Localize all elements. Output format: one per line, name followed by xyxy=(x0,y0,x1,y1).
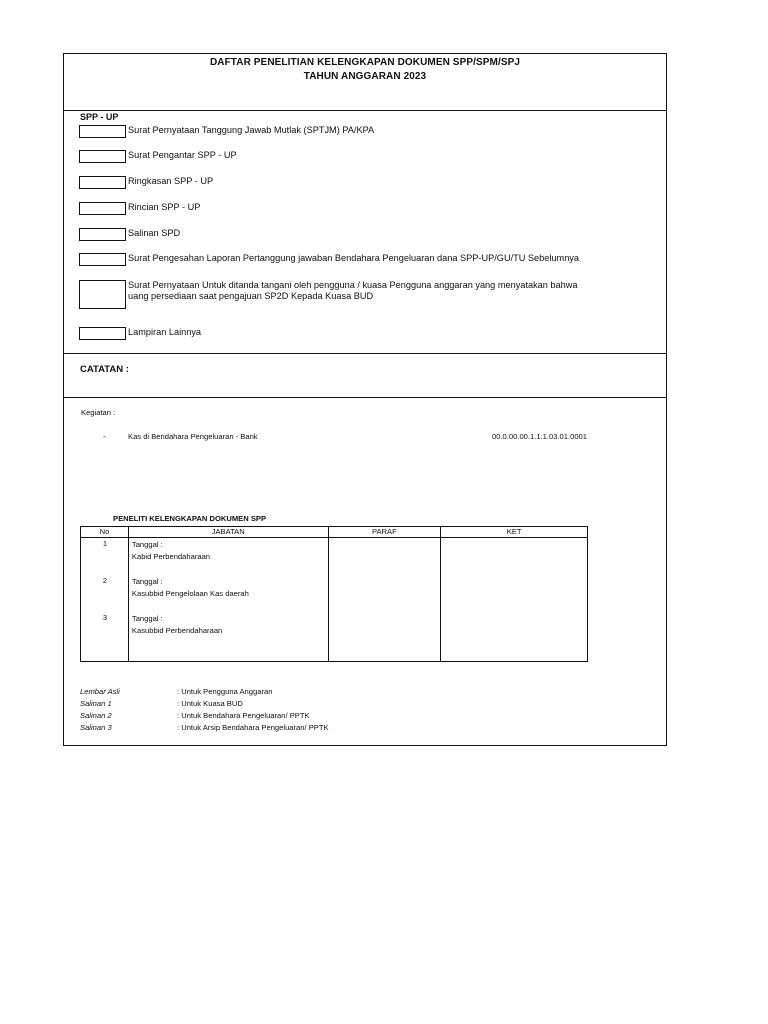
header-divider xyxy=(64,110,666,111)
checklist-item-label: Ringkasan SPP - UP xyxy=(128,176,214,186)
copy-name: Salinan 3 xyxy=(80,723,112,732)
row-number: 1 xyxy=(102,539,108,548)
kegiatan-label: Kegiatan : xyxy=(81,408,116,417)
copy-name: Salinan 1 xyxy=(80,699,112,708)
checkbox[interactable] xyxy=(79,253,126,266)
catatan-label: CATATAN : xyxy=(80,364,129,375)
copy-name: Salinan 2 xyxy=(80,711,112,720)
column-header-no: No xyxy=(81,527,129,538)
copy-purpose: : Untuk Bendahara Pengeluaran/ PPTK xyxy=(177,711,310,720)
copy-purpose: : Untuk Arsip Bendahara Pengeluaran/ PPTK xyxy=(177,723,329,732)
checkbox[interactable] xyxy=(79,125,126,138)
table-header-row xyxy=(81,527,588,538)
checklist-document xyxy=(63,53,667,746)
checkbox[interactable] xyxy=(79,202,126,215)
copy-purpose: : Untuk Kuasa BUD xyxy=(177,699,243,708)
table-row xyxy=(81,538,588,662)
column-header-paraf: PARAF xyxy=(328,527,441,538)
column-header-ket: KET xyxy=(441,527,588,538)
checkbox[interactable] xyxy=(79,150,126,163)
no-cell xyxy=(81,538,129,662)
checkbox[interactable] xyxy=(79,280,126,309)
tanggal-label: Tanggal : xyxy=(131,614,163,623)
checkbox[interactable] xyxy=(79,176,126,189)
peneliti-title: PENELITI KELENGKAPAN DOKUMEN SPP xyxy=(113,514,267,523)
section-divider xyxy=(64,353,666,354)
checklist-item-label: Surat Pernyataan Tanggung Jawab Mutlak (SPTJM) PA/KPA xyxy=(128,125,375,135)
peneliti-table xyxy=(80,526,588,662)
column-header-jabatan: JABATAN xyxy=(128,527,328,538)
checkbox[interactable] xyxy=(79,327,126,340)
spp-up-label: SPP - UP xyxy=(80,112,119,122)
row-number: 3 xyxy=(102,613,108,622)
checklist-item-label: Lampiran Lainnya xyxy=(128,327,202,337)
checklist-item-label: Salinan SPD xyxy=(128,228,181,238)
jabatan-cell xyxy=(128,538,328,662)
row-number: 2 xyxy=(102,576,108,585)
checkbox[interactable] xyxy=(79,228,126,241)
copy-name: Lembar Asli xyxy=(80,687,120,696)
tanggal-label: Tanggal : xyxy=(131,577,163,586)
kegiatan-bullet: - xyxy=(103,432,106,441)
kegiatan-item: Kas di Bendahara Pengeluaran - Bank xyxy=(128,432,258,441)
checklist-item-label: Surat Pernyataan Untuk ditanda tangani oleh pengguna / kuasa Pengguna anggaran yang menyatakan bahwa uang persediaan saat pengajuan SP2D Kepada Kuasa BUD xyxy=(128,280,578,301)
document-title: DAFTAR PENELITIAN KELENGKAPAN DOKUMEN SPP/SPM/SPJ xyxy=(209,57,521,68)
jabatan-name: Kasubbid Pengelolaan Kas daerah xyxy=(131,589,249,598)
ket-cell xyxy=(441,538,588,662)
tanggal-label: Tanggal : xyxy=(131,540,163,549)
document-year: TAHUN ANGGARAN 2023 xyxy=(303,71,427,82)
checklist-item-label: Rincian SPP - UP xyxy=(128,202,201,212)
jabatan-name: Kasubbid Perbendaharaan xyxy=(131,626,223,635)
paraf-cell xyxy=(328,538,441,662)
checklist-item-label: Surat Pengesahan Laporan Pertanggung jawaban Bendahara Pengeluaran dana SPP-UP/GU/TU Sebelumnya xyxy=(128,253,580,263)
checklist-item-label: Surat Pengantar SPP - UP xyxy=(128,150,237,160)
copy-purpose: : Untuk Pengguna Anggaran xyxy=(177,687,273,696)
section-divider xyxy=(64,397,666,398)
kegiatan-code: 00.0.00.00.1.1.1.03.01.0001 xyxy=(492,432,588,441)
jabatan-name: Kabid Perbendaharaan xyxy=(131,552,211,561)
